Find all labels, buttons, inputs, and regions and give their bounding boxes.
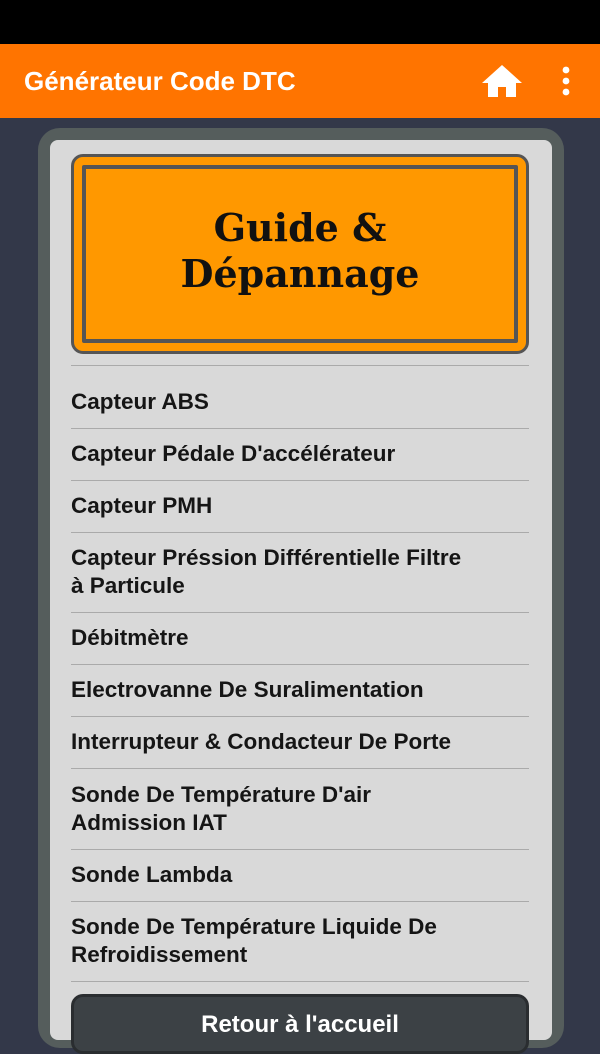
list-item-label-line1: Capteur Préssion Différentielle Filtre <box>71 545 462 570</box>
list-item-label: Electrovanne De Suralimentation <box>71 677 424 702</box>
list-item-debitmetre[interactable] <box>71 624 529 652</box>
list-divider <box>71 901 529 902</box>
back-home-button[interactable]: Retour à l'accueil <box>71 994 529 1054</box>
list-divider <box>71 716 529 717</box>
list-item-label: Interrupteur & Condacteur De Porte <box>71 729 452 754</box>
list-item-label-line1: Sonde De Température D'air <box>71 782 372 807</box>
list-item-label: Sonde Lambda <box>71 862 233 887</box>
list-item-capteur-pedale[interactable] <box>71 440 529 468</box>
app-bar <box>0 44 600 118</box>
app-title: Générateur Code DTC <box>24 66 296 96</box>
guide-banner <box>71 154 529 354</box>
banner-title-line1: Guide & <box>213 205 387 250</box>
list-divider <box>71 664 529 665</box>
status-bar <box>0 0 600 44</box>
list-item-electrovanne[interactable] <box>71 676 529 704</box>
list-item-capteur-abs[interactable] <box>71 388 529 416</box>
home-button[interactable] <box>478 62 526 100</box>
list-item-label-line2: Admission IAT <box>71 810 227 835</box>
list-item-label: Capteur PMH <box>71 493 213 518</box>
list-item-sonde-iat[interactable] <box>71 781 529 837</box>
list-item-label-line1: Sonde De Température Liquide De <box>71 914 437 939</box>
overflow-menu-button[interactable] <box>548 60 584 102</box>
list-divider <box>71 428 529 429</box>
list-item-sonde-liquide[interactable] <box>71 913 529 969</box>
list-divider <box>71 365 529 366</box>
list-item-label-line2: Refroidissement <box>71 942 248 967</box>
list-item-label: Débitmètre <box>71 625 189 650</box>
more-vertical-icon <box>561 66 571 96</box>
list-item-interrupteur[interactable] <box>71 728 529 756</box>
banner-title <box>74 205 526 297</box>
list-divider <box>71 981 529 982</box>
list-divider <box>71 768 529 769</box>
list-item-label-line2: à Particule <box>71 573 185 598</box>
list-divider <box>71 532 529 533</box>
list-item-capteur-pression[interactable] <box>71 544 529 600</box>
list-divider <box>71 612 529 613</box>
list-divider <box>71 480 529 481</box>
list-item-label: Capteur Pédale D'accélérateur <box>71 441 396 466</box>
banner-title-line2: Dépannage <box>180 251 420 296</box>
list-divider <box>71 849 529 850</box>
list-item-label: Capteur ABS <box>71 389 209 414</box>
home-icon <box>481 63 523 99</box>
list-item-sonde-lambda[interactable] <box>71 861 529 889</box>
list-item-capteur-pmh[interactable] <box>71 492 529 520</box>
